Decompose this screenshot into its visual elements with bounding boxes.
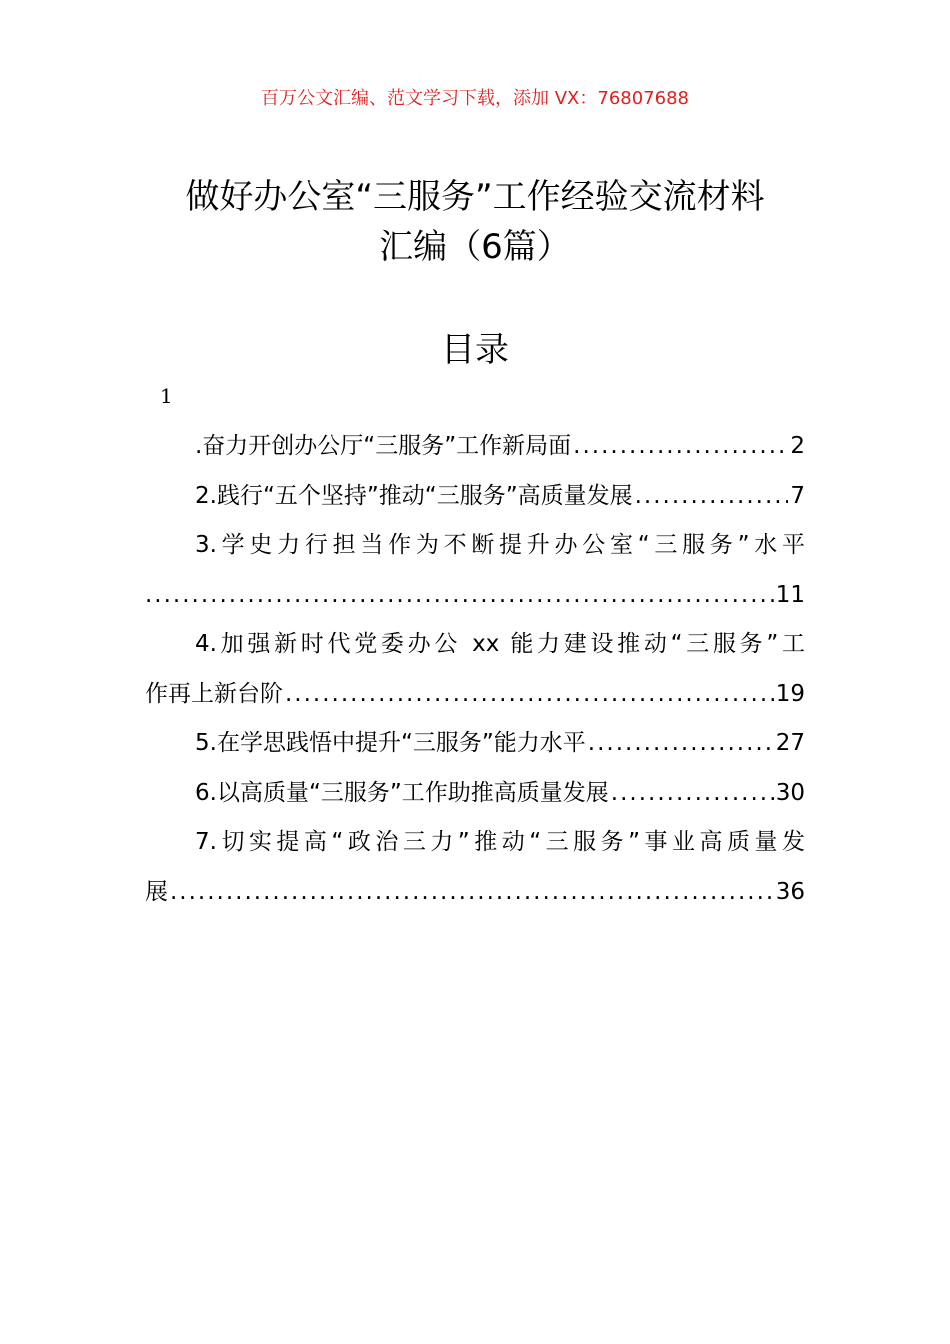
toc-entry-title: 5.在学思践悟中提升“三服务”能力水平 [195,730,586,756]
document-title [0,172,950,272]
toc-leader-dots [588,719,774,769]
toc-leader-dots [170,868,774,918]
toc-entry-3-line-2[interactable] [145,571,805,621]
toc-entry-6[interactable] [145,769,805,819]
toc-entry-3-line-1[interactable] [145,521,805,571]
toc-leader-dots [285,670,774,720]
toc-entry-page: 11 [775,581,805,608]
toc-entry-page: 27 [775,730,805,756]
toc-entry-4-line-1[interactable] [145,620,805,670]
toc-entry-title: 6.以高质量“三服务”工作助推高质量发展 [195,779,609,806]
toc-entry-title-continued: 展 [145,878,168,905]
toc-leader-dots [145,571,774,621]
toc-marker: 1 [160,384,173,408]
toc-leader-dots [635,472,789,522]
toc-entry-page: 7 [790,482,805,509]
toc-entry-4-line-2[interactable] [145,670,805,720]
toc-entry-title: 7.切实提高“政治三力”推动“三服务”事业高质量发 [195,829,805,855]
toc-leader-dots [573,422,788,472]
toc-entry-2[interactable] [145,472,805,522]
toc-entry-page: 36 [775,878,805,905]
toc-entry-page: 2 [790,433,805,459]
toc-heading: 目录 [441,330,509,370]
title-line-1: 做好办公室“三服务”工作经验交流材料 [185,177,765,217]
table-of-contents [145,422,805,917]
toc-leader-dots [611,769,774,819]
toc-entry-title-continued: 作再上新台阶 [145,680,283,707]
toc-entry-title: 3.学史力行担当作为不断提升办公室“三服务”水平 [195,532,805,558]
toc-entry-page: 19 [775,680,805,707]
title-line-2: 汇编（6篇） [379,227,571,267]
toc-entry-7-line-1[interactable] [145,818,805,868]
promo-header: 百万公文汇编、范文学习下载，添加 VX：76807688 [261,88,689,109]
toc-entry-5[interactable] [145,719,805,769]
toc-entry-1[interactable] [145,422,805,472]
toc-entry-title: .奋力开创办公厅“三服务”工作新局面 [195,433,572,459]
toc-entry-7-line-2[interactable] [145,868,805,918]
toc-entry-title: 4.加强新时代党委办公 xx 能力建设推动“三服务”工 [195,631,805,657]
toc-entry-title: 2.践行“五个坚持”推动“三服务”高质量发展 [195,482,633,509]
toc-entry-page: 30 [775,779,805,806]
